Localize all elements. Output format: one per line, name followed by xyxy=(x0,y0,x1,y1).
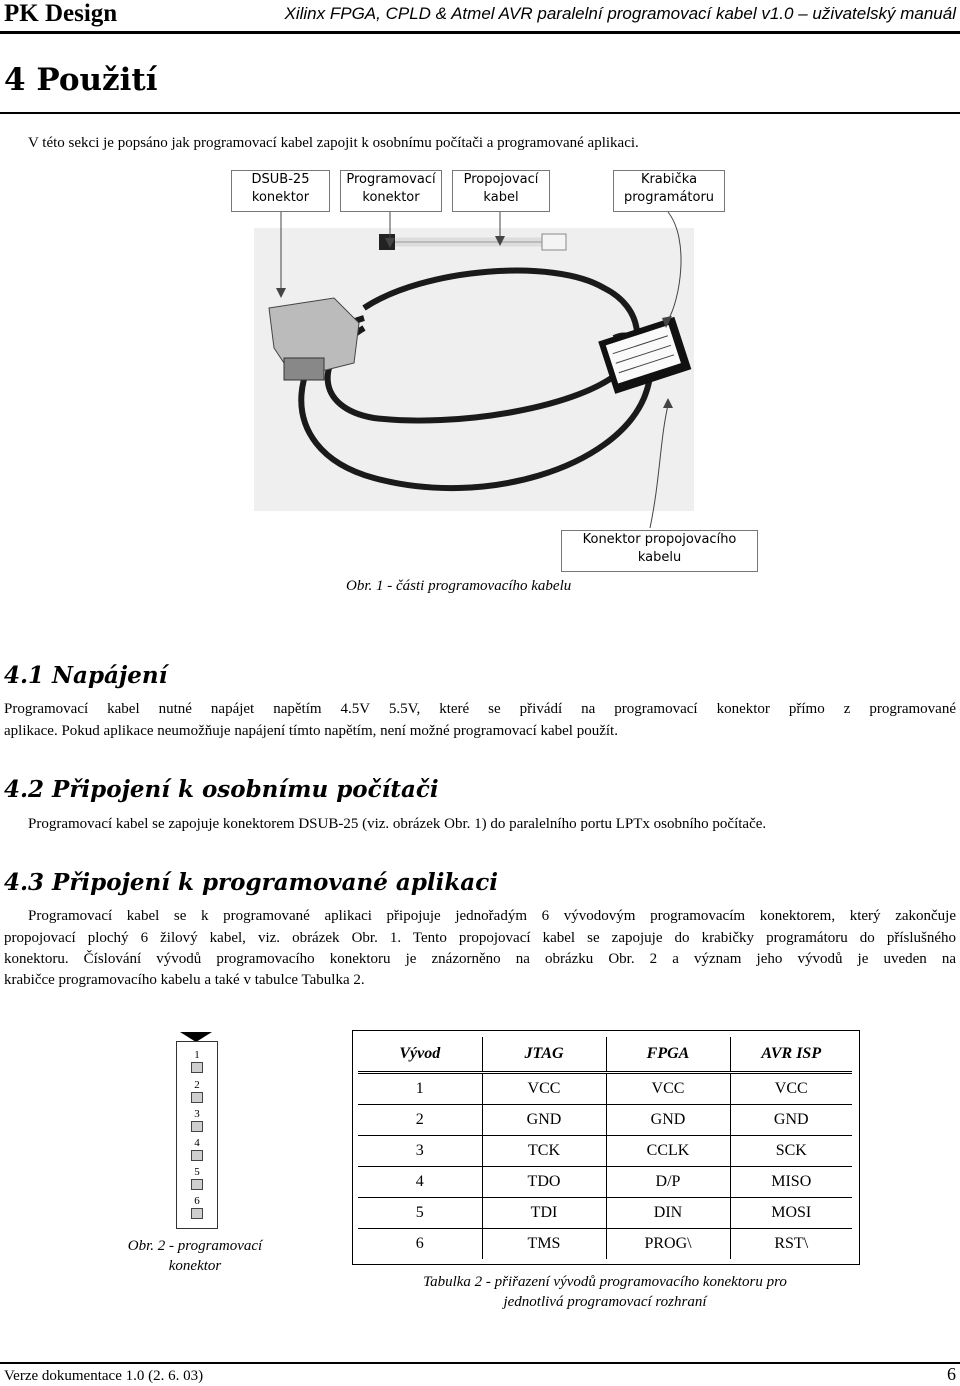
caption-line: Obr. 2 - programovací xyxy=(127,1238,263,1254)
document-version: Verze dokumentace 1.0 (2. 6. 03) xyxy=(4,1368,204,1384)
table-cell: GND xyxy=(482,1105,606,1136)
column-header: JTAG xyxy=(482,1037,606,1073)
table-row xyxy=(358,1105,852,1136)
subsection-4-2-text: Programovací kabel se zapojuje konektorem DSUB-25 (viz. obrázek Obr. 1) do paralelního portu LPTx osobního počítače. xyxy=(28,816,767,832)
table-cell: TDI xyxy=(482,1198,606,1229)
pin-number: 5 xyxy=(194,1166,200,1178)
caption-line: jednotlivá programovací rozhraní xyxy=(503,1294,707,1310)
column-header: AVR ISP xyxy=(730,1037,852,1073)
callout-dsub-connector: DSUB-25 konektor xyxy=(231,170,330,212)
subsection-4-2-title: 4.2 Připojení k osobnímu počítači xyxy=(4,776,439,803)
subsection-4-1-line-2: aplikace. Pokud aplikace neumožňuje napájení tímto napětím, není možné programovací kabel použít. xyxy=(4,723,618,739)
callout-programmer-box: Krabička programátoru xyxy=(613,170,725,212)
table-cell: VCC xyxy=(482,1073,606,1105)
table-cell: TCK xyxy=(482,1136,606,1167)
table-cell: MISO xyxy=(730,1167,852,1198)
table-cell: PROG\ xyxy=(606,1229,730,1260)
subsection-4-1-title: 4.1 Napájení xyxy=(4,662,168,689)
table-row xyxy=(358,1229,852,1260)
table-row xyxy=(358,1073,852,1105)
table-cell: 6 xyxy=(358,1229,482,1260)
document-title: Xilinx FPGA, CPLD & Atmel AVR paralelní programovací kabel v1.0 – uživatelský manuál xyxy=(284,4,956,23)
table-2-caption xyxy=(352,1272,858,1312)
subsection-4-3-line-2: propojovací plochý 6 žilový kabel, viz. obrázek Obr. 1. Tento propojovací kabel se zapojuje do krabičky programátoru do příslušného xyxy=(4,930,956,946)
pin-pad xyxy=(191,1121,203,1132)
table-cell: 5 xyxy=(358,1198,482,1229)
pin-number: 6 xyxy=(194,1195,200,1207)
subsection-4-3-line-1: Programovací kabel se k programované aplikaci připojuje jednořadým 6 vývodovým programovacím konektorem, který zakončuje xyxy=(28,908,956,924)
pin-pad xyxy=(191,1179,203,1190)
intro-paragraph: V této sekci je popsáno jak programovací kabel zapojit k osobnímu počítači a programované aplikaci. xyxy=(28,135,639,151)
table-row xyxy=(358,1167,852,1198)
table-cell: GND xyxy=(606,1105,730,1136)
table-cell: 2 xyxy=(358,1105,482,1136)
footer-rule xyxy=(0,1362,960,1364)
figure-2-caption xyxy=(100,1236,290,1276)
subsection-4-3-line-3: konektoru. Číslování vývodů programovacího konektoru je znázorněno na obrázku Obr. 2 a význam jeho vývodů je uveden na xyxy=(4,951,956,967)
callout-arrows xyxy=(0,0,960,620)
table-cell: VCC xyxy=(606,1073,730,1105)
subsection-4-1-line-1 xyxy=(4,699,956,720)
table-row xyxy=(358,1136,852,1167)
table-cell: DIN xyxy=(606,1198,730,1229)
figure-1-caption: Obr. 1 - části programovacího kabelu xyxy=(346,578,572,594)
pin-number: 1 xyxy=(194,1049,200,1061)
pin-pad xyxy=(191,1208,203,1219)
table-cell: VCC xyxy=(730,1073,852,1105)
callout-interconnect-cable: Propojovací kabel xyxy=(452,170,550,212)
table-cell: D/P xyxy=(606,1167,730,1198)
table-cell: TDO xyxy=(482,1167,606,1198)
pin-number: 2 xyxy=(194,1079,200,1091)
caption-line: konektor xyxy=(168,1258,222,1274)
pin-pad xyxy=(191,1150,203,1161)
table-cell: TMS xyxy=(482,1229,606,1260)
pin-number: 4 xyxy=(194,1137,200,1149)
programming-connector-diagram xyxy=(176,1041,218,1229)
pin-number: 3 xyxy=(194,1108,200,1120)
table-cell: GND xyxy=(730,1105,852,1136)
caption-line: Tabulka 2 - přiřazení vývodů programovacího konektoru pro xyxy=(423,1274,787,1290)
section-title: 4 Použití xyxy=(4,62,158,98)
callout-interconnect-connector: Konektor propojovacího kabelu xyxy=(561,530,758,572)
page-number: 6 xyxy=(947,1364,956,1384)
table-cell: 1 xyxy=(415,1080,424,1097)
pin-pad xyxy=(191,1092,203,1103)
paragraph-line: Programovací kabel nutné napájet napětím 4.5V 5.5V, které se přivádí na programovací konektor přímo z programované xyxy=(4,701,956,717)
table-cell: RST\ xyxy=(730,1229,852,1260)
subsection-4-3-line-4: krabičce programovacího kabelu a také v tabulce Tabulka 2. xyxy=(4,972,365,988)
table-cell: CCLK xyxy=(606,1136,730,1167)
table-row xyxy=(358,1198,852,1229)
column-header: Vývod xyxy=(358,1037,482,1073)
table-cell: 3 xyxy=(358,1136,482,1167)
callout-programming-connector: Programovací konektor xyxy=(340,170,442,212)
brand-logo: PK Design xyxy=(4,0,118,27)
column-header: FPGA xyxy=(606,1037,730,1073)
subsection-4-3-title: 4.3 Připojení k programované aplikaci xyxy=(4,869,498,896)
table-cell: SCK xyxy=(730,1136,852,1167)
pin-assignment-table xyxy=(358,1037,852,1259)
pin-pad xyxy=(191,1062,203,1073)
table-cell: 4 xyxy=(358,1167,482,1198)
table-cell: MOSI xyxy=(730,1198,852,1229)
